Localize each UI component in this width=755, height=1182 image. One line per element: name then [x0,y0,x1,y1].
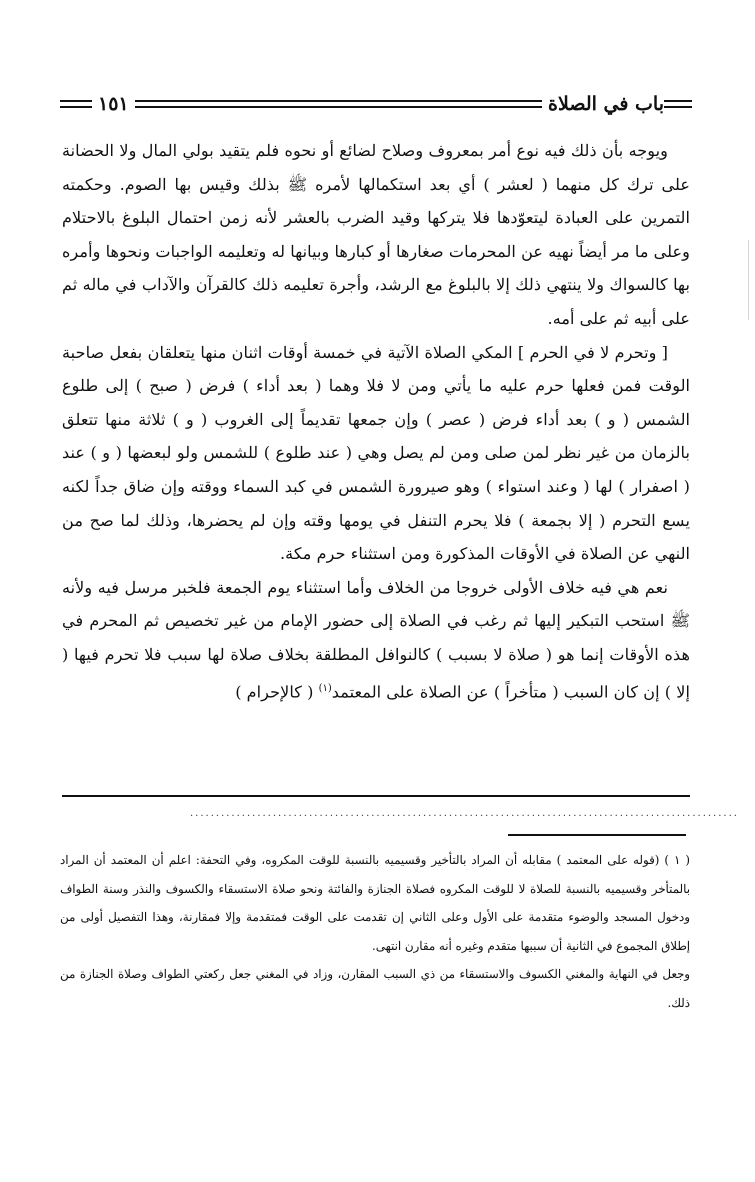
footnote-rule [508,834,686,836]
chapter-title: باب في الصلاة [548,93,664,115]
header-rule-right [664,100,692,108]
scan-margin-line [748,240,749,320]
paragraph-2: [ وتحرم لا في الحرم ] المكي الصلاة الآتية في خمسة أوقات اثنان منها يتعلقان بفعل صاحبة الوقت فمن فعلها حرم عليه ما يأتي ومن لا فلا وهما ( بعد أداء ) فرض ( صبح ) إلى طلوع الشمس ( و ) بعد أداء فرض ( عصر ) وإن جمعها تقديماً إلى الغروب ( و ) ثلاثة منها تتعلق بالزمان من غير نظر لمن صلى ومن لم يصل وهي ( عند طلوع ) للشمس ولو لبعضها ( و ) عند ( اصفرار ) لها ( وعند استواء ) وهو صيرورة الشمس في كبد السماء ووقته وإن ضاق جداً لكنه يسع التحرم ( إلا بجمعة ) فلا يحرم التنفل في يومها وقته وإن لم يحضرها، وذلك لما صح من النهي عن الصلاة في الأوقات المذكورة ومن استثناء حرم مكة. [62,342,690,564]
paragraph-3-text: نعم هي فيه خلاف الأولى خروجا من الخلاف وأما استثناء يوم الجمعة فلخبر مرسل فيه ولأنه ﷺ استحب التبكير إليها ثم رغب في الصلاة إلى حضور الإمام من غير تخصيص ثم المحرم في هذه الأوقات إنما هو ( صلاة لا بسبب ) كالنوافل المطلقة بخلاف صلاة لها سبب فلا تحرم فيها ( إلا ) إن كان السبب ( متأخراً ) عن الصلاة على المعتمد [62,577,690,701]
footnote-reference: (١) [318,682,332,694]
main-text-rule [62,795,690,797]
paragraph-3 [62,571,690,709]
paragraph-3-tail: ( كالإحرام ) [235,681,319,701]
footnote-1: ( ١ ) (قوله على المعتمد ) مقابله أن المراد بالتأخير وقسيميه بالنسبة للوقت المكروه، وفي التحفة: اعلم أن المعتمد أن المراد بالمتأخر وقسيميه بالنسبة للصلاة لا للوقت المكروه فصلاة الجنازة والفائتة ونحو صلاة الاستسقاء والكسوف والنذر وسنة الطواف ودخول المسجد والوضوء متقدمة على الأول وعلى الثاني إن تقدمت على الوقت فمتقدمة وإلا فمقارنة، وهذا التفصيل أولى من إطلاق المجموع في الثانية أن سببها متقدم وغيره أنه مقارن انتهى. [60,853,690,953]
paragraph-1: ويوجه بأن ذلك فيه نوع أمر بمعروف وصلاح لضائع أو نحوه فلم يتقيد بولي المال ولا الحضانة على ترك كل منهما ( لعشر ) أي بعد استكمالها لأمره ﷺ بذلك وقيس بها الصوم. وحكمته التمرين على العبادة ليتعوّدها فلا يتركها وقيد الضرب بالعشر لأنه زمن احتمال البلوغ بالاحتلام وعلى ما مر أيضاً نهيه عن المحرمات صغارها أو كبارها وبيانها له وتعليمه الواجبات ونحوها وأمره بها كالسواك ولا ينتهي ذلك إلا بالبلوغ مع الرشد، وأجرة تعليمه ذلك كالقرآن والآداب في ماله ثم على أبيه ثم على أمه. [62,141,690,328]
main-text [62,134,690,708]
header-rule-middle [135,100,542,108]
footnote-2: وجعل في النهاية والمغني الكسوف والاستسقاء من ذي السبب المقارن، وزاد في المغني جعل ركعتي الطواف وصلاة الجنازة من ذلك. [60,967,690,1010]
page-number: ١٥١ [98,93,129,115]
running-header [60,92,692,116]
footnotes [60,846,690,1018]
header-rule-left [60,100,92,108]
dotted-separator: .......................................................................................................... [190,808,739,819]
